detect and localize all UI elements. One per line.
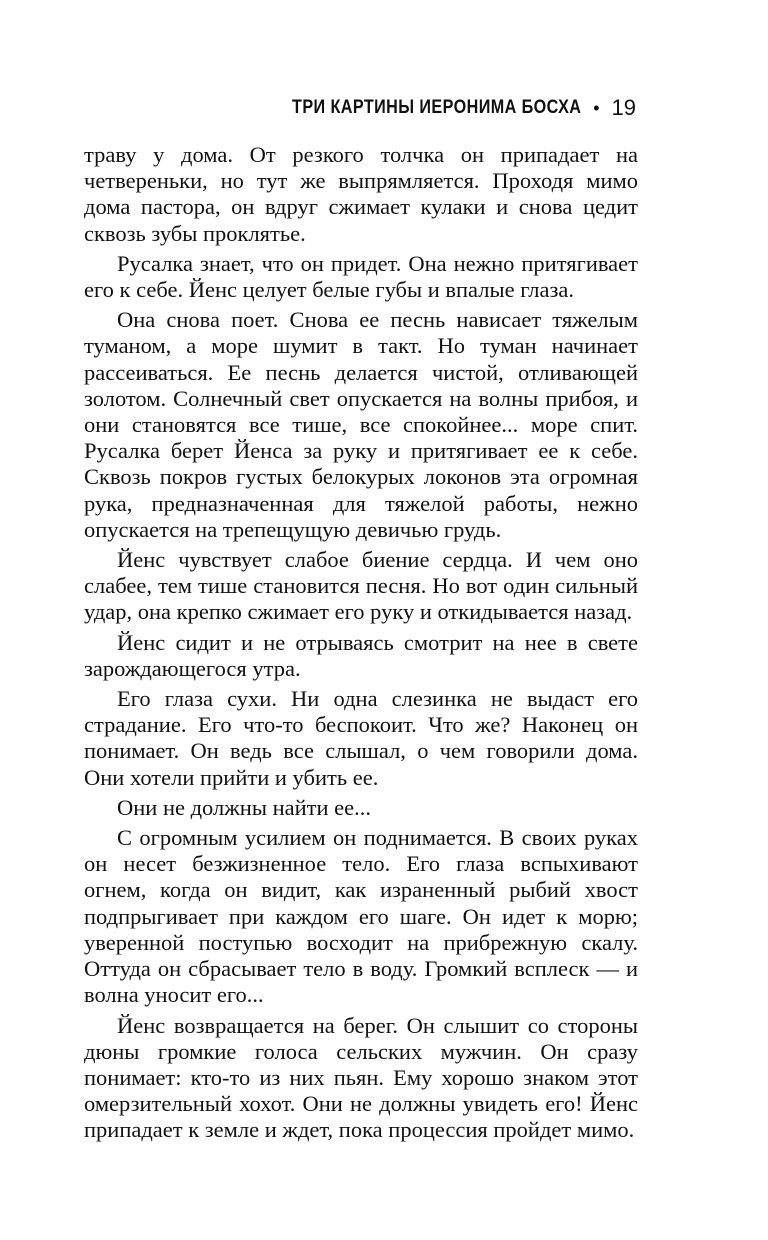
body-text: [84, 142, 638, 1144]
paragraph: Его глаза сухи. Ни одна слезинка не выдаст его страдание. Его что-то беспокоит. Что же? Наконец он понимает. Он ведь все слышал, о чем говорили дома. Они хотели прийти и убить ее.: [84, 686, 638, 790]
page-number: 19: [611, 95, 636, 120]
paragraph: С огромным усилием он поднимается. В своих руках он несет безжизненное тело. Его глаза вспыхивают огнем, когда он видит, как израненный рыбий хвост подпрыгивает при каждом его шаге. Он идет к морю; уверенной поступью восходит на прибрежную скалу. Оттуда он сбрасывает тело в воду. Громкий всплеск — и волна уносит его...: [84, 825, 638, 1008]
paragraph: Йенс возвращается на берег. Он слышит со стороны дюны громкие голоса сельских мужчин. Он сразу понимает: кто-то из них пьян. Ему хорошо знаком этот омерзительный хохот. Они не должны увидеть его! Йенс припадает к земле и ждет, пока процессия пройдет мимо.: [84, 1012, 638, 1143]
paragraph: Она снова поет. Снова ее песнь нависает тяжелым туманом, а море шумит в такт. Но туман начинает рассеиваться. Ее песнь делается чистой, отливающей золотом. Солнечный свет опускается на волны прибоя, и они становятся все тише, все спокойнее... море спит. Русалка берет Йенса за руку и притягивает ее к себе. Сквозь покров густых белокурых локонов эта огромная рука, предназначенная для тяжелой работы, нежно опускается на трепещущую девичью грудь.: [84, 307, 638, 542]
book-title: ТРИ КАРТИНЫ ИЕРОНИМА БОСХА: [291, 97, 582, 118]
bullet-separator: •: [593, 98, 600, 118]
paragraph: Русалка знает, что он придет. Она нежно притягивает его к себе. Йенс целует белые губы и впалые глаза.: [84, 250, 638, 303]
paragraph: Они не должны найти ее...: [117, 794, 371, 820]
running-head: [241, 93, 636, 123]
paragraph: траву у дома. От резкого толчка он припадает на четвереньки, но тут же выпрямляется. Проходя мимо дома пастора, он вдруг сжимает кулаки и снова цедит сквозь зубы проклятье.: [84, 142, 638, 246]
paragraph: Йенс чувствует слабое биение сердца. И чем оно слабее, тем тише становится песня. Но вот один сильный удар, она крепко сжимает его руку и откидывается назад.: [84, 547, 638, 625]
paragraph: Йенс сидит и не отрываясь смотрит на нее в свете зарождающегося утра.: [84, 629, 638, 681]
